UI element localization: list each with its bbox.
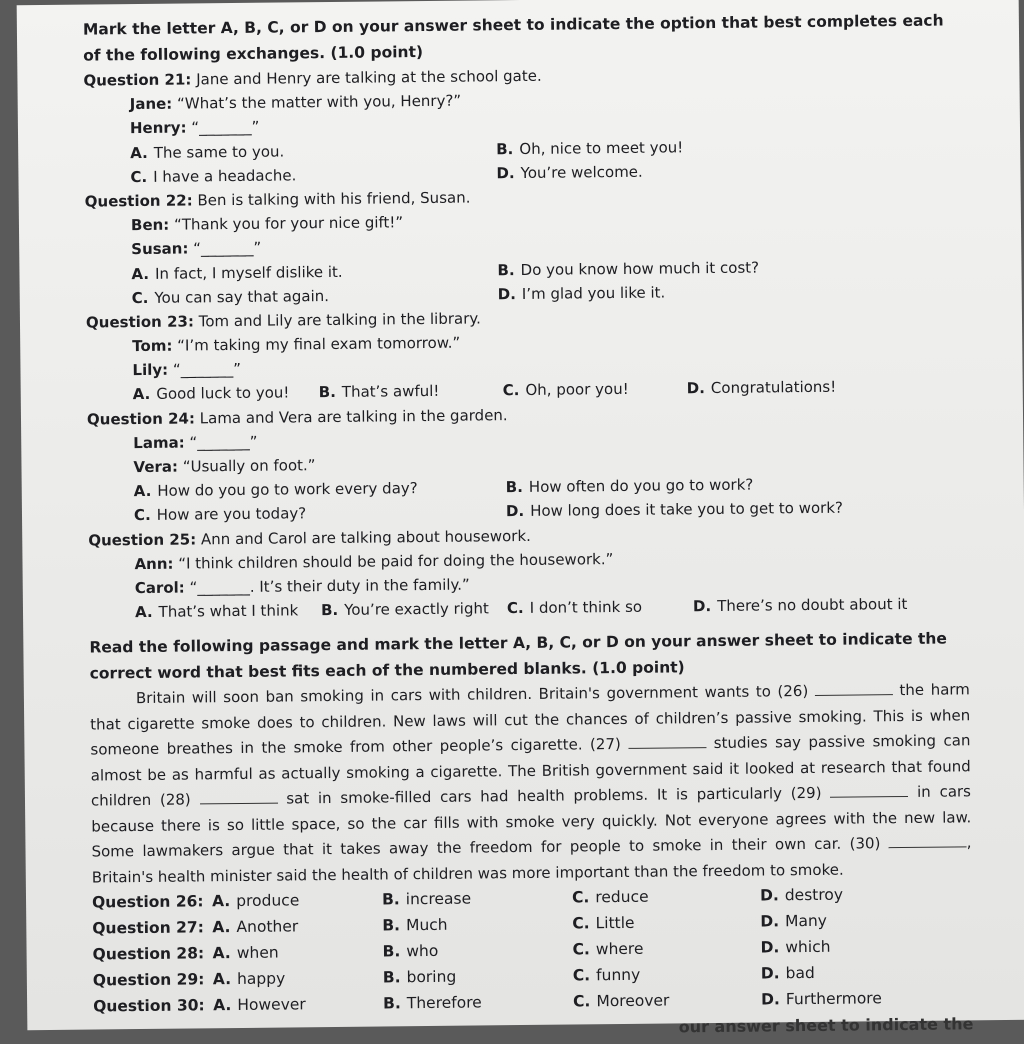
option-text: That’s awful!: [341, 382, 440, 402]
option-c[interactable]: [507, 595, 642, 621]
option-letter: D.: [760, 938, 780, 957]
question-label: Question 21:: [83, 70, 192, 90]
option-d[interactable]: [761, 961, 815, 986]
option-letter: B.: [382, 968, 401, 987]
option-letter: D.: [505, 502, 525, 521]
option-b[interactable]: [383, 991, 482, 1016]
option-c[interactable]: [572, 911, 634, 936]
passage-text: in cars because there is so little space, so the car fills with smoke very quickly. Not everyone agrees with the new law. Some lawmakers argue that it takes away the freedom for people to smoke in their own car.: [91, 782, 972, 861]
option-letter: B.: [497, 260, 515, 279]
speaker: Tom:: [132, 336, 173, 356]
option-b[interactable]: [319, 379, 440, 404]
option-d[interactable]: [693, 592, 908, 618]
option-text: How are you today?: [156, 504, 307, 525]
option-text: Little: [595, 914, 635, 933]
utterance: “_______”: [189, 432, 258, 452]
option-text: which: [785, 938, 831, 957]
option-text: Good luck to you!: [156, 383, 290, 404]
utterance: “_______”: [193, 239, 262, 258]
option-letter: B.: [382, 942, 401, 961]
option-letter: D.: [760, 964, 780, 983]
option-letter: C.: [571, 888, 590, 907]
option-letter: B.: [383, 994, 401, 1013]
option-letter: A.: [131, 264, 150, 283]
option-letter: B.: [505, 478, 523, 497]
blank-number: (27): [589, 735, 621, 754]
option-text: I’m glad you like it.: [521, 283, 666, 303]
question-label: Question 29:: [92, 970, 205, 990]
option-letter: C.: [573, 992, 591, 1011]
option-text: boring: [406, 968, 457, 987]
option-text: That’s what I think: [158, 601, 299, 621]
option-letter: A.: [211, 892, 231, 911]
option-d[interactable]: [496, 159, 643, 185]
option-c[interactable]: [573, 963, 641, 988]
option-text: Oh, poor you!: [525, 380, 629, 400]
speaker: Henry:: [129, 118, 187, 138]
option-a[interactable]: [212, 915, 298, 940]
option-text: increase: [405, 889, 472, 909]
option-text: How long does it take you to get to work?: [530, 499, 844, 521]
option-text: How do you go to work every day?: [157, 479, 418, 501]
utterance: “_______”: [191, 118, 260, 137]
option-c[interactable]: [503, 377, 629, 403]
option-text: You’re welcome.: [520, 162, 643, 182]
answer-blank: [815, 680, 893, 696]
option-d[interactable]: [761, 987, 882, 1012]
option-b[interactable]: [382, 913, 447, 938]
utterance: “I think children should be paid for doing the housework.”: [178, 549, 614, 573]
option-text: In fact, I myself dislike it.: [154, 262, 343, 283]
option-d[interactable]: [760, 909, 827, 934]
option-letter: B.: [318, 383, 336, 402]
speaker: Susan:: [131, 239, 189, 259]
option-letter: C.: [572, 940, 590, 959]
question-label: Question 25:: [88, 529, 197, 550]
passage-text: sat in smoke-filled cars had health problems. It is particularly: [277, 784, 791, 808]
question-label: Question 22:: [84, 191, 193, 211]
question-label: Question 28:: [92, 944, 205, 964]
option-a[interactable]: [131, 259, 342, 285]
utterance: “Usually on foot.”: [182, 456, 316, 476]
speaker: Jane:: [129, 94, 173, 114]
question-label: Question 24:: [86, 409, 196, 429]
speaker: Lily:: [132, 360, 169, 380]
option-text: destroy: [784, 885, 844, 905]
option-text: How often do you go to work?: [528, 475, 754, 497]
passage-paragraph: [90, 678, 972, 891]
answer-blank: [889, 833, 967, 849]
option-a[interactable]: [213, 967, 286, 992]
utterance: “_______. It’s their duty in the family.”: [189, 575, 470, 597]
option-c[interactable]: [132, 284, 330, 310]
option-c[interactable]: [573, 989, 670, 1014]
option-letter: D.: [497, 284, 516, 303]
exam-paper: [17, 0, 1024, 1037]
option-text: Many: [784, 912, 828, 931]
answer-blank: [199, 789, 277, 805]
option-text: Oh, nice to meet you!: [519, 137, 684, 158]
option-text: happy: [236, 969, 286, 989]
question-context: Lama and Vera are talking in the garden.: [199, 405, 508, 428]
option-letter: D.: [686, 379, 705, 398]
utterance: “Thank you for your nice gift!”: [173, 213, 404, 234]
blank-number: (30): [849, 834, 881, 853]
option-a[interactable]: [133, 381, 290, 407]
answer-blank: [830, 782, 908, 798]
blank-number: (28): [159, 790, 191, 810]
question-label: Question 27:: [92, 918, 204, 938]
option-text: You can say that again.: [154, 286, 330, 307]
option-letter: A.: [212, 944, 231, 963]
option-text: produce: [236, 891, 300, 911]
option-letter: C.: [572, 966, 591, 985]
option-text: The same to you.: [153, 142, 285, 162]
option-text: funny: [596, 966, 641, 985]
option-d[interactable]: [760, 935, 830, 960]
option-letter: D.: [759, 886, 779, 905]
option-text: There’s no doubt about it: [717, 595, 908, 616]
option-text: You’re exactly right: [344, 599, 489, 620]
option-letter: A.: [212, 970, 232, 989]
option-text: Do you know how much it cost?: [520, 258, 760, 279]
option-letter: B.: [320, 601, 339, 620]
option-text: Congratulations!: [710, 378, 837, 398]
speaker: Carol:: [134, 578, 185, 598]
option-b[interactable]: [506, 473, 754, 500]
option-text: Furthermore: [785, 989, 882, 1009]
option-letter: C.: [506, 599, 524, 618]
option-text: Another: [236, 917, 299, 937]
option-letter: C.: [572, 914, 590, 933]
option-c[interactable]: [130, 163, 296, 189]
question-context: Jane and Henry are talking at the school gate.: [196, 66, 542, 89]
utterance: “_______”: [172, 360, 242, 379]
blank-number: (26): [777, 682, 809, 701]
option-text: I don’t think so: [529, 597, 643, 618]
speaker: Lama:: [133, 433, 185, 452]
option-letter: B.: [382, 916, 401, 935]
speaker: Vera:: [133, 457, 179, 477]
option-c[interactable]: [572, 885, 649, 910]
option-letter: A.: [132, 385, 151, 404]
answer-blank: [628, 733, 706, 749]
option-d[interactable]: [498, 280, 666, 306]
question-label: Question 26:: [91, 892, 204, 912]
option-text: I have a headache.: [153, 166, 297, 186]
option-a[interactable]: [130, 139, 284, 165]
option-text: bad: [785, 964, 815, 983]
question-label: Question 23:: [85, 312, 195, 332]
option-b[interactable]: [383, 965, 457, 990]
reading-passage: [90, 678, 972, 891]
option-letter: C.: [133, 506, 151, 525]
option-c[interactable]: [134, 502, 306, 528]
question-label: Question 30:: [93, 996, 205, 1016]
option-text: where: [595, 940, 644, 959]
option-letter: D.: [692, 597, 712, 616]
blank-number: (29): [790, 784, 822, 803]
option-text: who: [406, 942, 439, 961]
option-text: Therefore: [406, 993, 482, 1013]
option-text: Much: [405, 916, 448, 935]
speaker: Ann:: [134, 554, 174, 573]
option-letter: A.: [212, 918, 231, 937]
question-context: Tom and Lily are talking in the library.: [198, 309, 481, 331]
option-letter: C.: [131, 288, 149, 307]
option-letter: A.: [130, 143, 148, 162]
option-letter: B.: [381, 890, 400, 909]
section-1-instruction: Mark the letter A, B, C, or D on your answer sheet to indicate the option that best completes each of the following exchanges. (1.0 point): [82, 11, 944, 65]
option-a[interactable]: [135, 598, 298, 624]
option-letter: A.: [134, 603, 153, 622]
option-letter: A.: [133, 482, 152, 501]
option-c[interactable]: [572, 937, 643, 962]
question-context: Ben is talking with his friend, Susan.: [197, 188, 471, 210]
option-a[interactable]: [213, 993, 306, 1018]
option-text: when: [236, 943, 279, 963]
passage-text: the harm that cigarette smoke does to children. New laws will cut the chances of children’s passive smoking. This is when someone breathes in the smoke from other people’s cigarette.: [90, 680, 971, 759]
option-d[interactable]: [506, 496, 843, 524]
option-b[interactable]: [497, 255, 759, 282]
exam-content: [83, 7, 973, 1020]
option-b[interactable]: [321, 596, 489, 622]
passage-text: studies say passive smoking can almost be as harmful as actually smoking a cigarette. The British government said it looked at research that found children: [90, 731, 971, 810]
option-text: Moreover: [596, 991, 670, 1011]
option-d[interactable]: [687, 375, 837, 401]
option-a[interactable]: [212, 941, 278, 966]
option-letter: C.: [502, 381, 520, 400]
option-letter: D.: [761, 990, 780, 1009]
utterance: “What’s the matter with you, Henry?”: [176, 91, 462, 113]
speaker: Ben:: [130, 215, 170, 235]
option-d[interactable]: [760, 883, 843, 908]
passage-text: Britain will soon ban smoking in cars with children. Britain's government wants to: [135, 682, 778, 708]
passage-text: , Britain's health minister said the health of children was more important than the freedom to smoke.: [91, 833, 972, 887]
option-letter: C.: [130, 167, 148, 186]
option-a[interactable]: [212, 889, 299, 914]
option-text: reduce: [595, 888, 649, 907]
utterance: “I’m taking my final exam tomorrow.”: [177, 333, 461, 355]
option-b[interactable]: [496, 135, 683, 161]
next-instruction-fragment: our answer sheet to indicate the: [678, 1014, 974, 1037]
option-b[interactable]: [382, 939, 438, 964]
option-b[interactable]: [382, 887, 471, 912]
question-context: Ann and Carol are talking about housework.: [200, 526, 531, 548]
option-letter: D.: [760, 912, 780, 931]
option-letter: A.: [213, 996, 232, 1015]
section-2-instruction: Read the following passage and mark the letter A, B, C, or D on your answer sheet to indicate the correct word that best fits each of the numbered blanks. (1.0 point): [89, 629, 947, 683]
option-text: However: [237, 995, 306, 1015]
option-letter: B.: [496, 139, 514, 158]
option-a[interactable]: [134, 476, 418, 503]
option-letter: D.: [496, 163, 515, 183]
